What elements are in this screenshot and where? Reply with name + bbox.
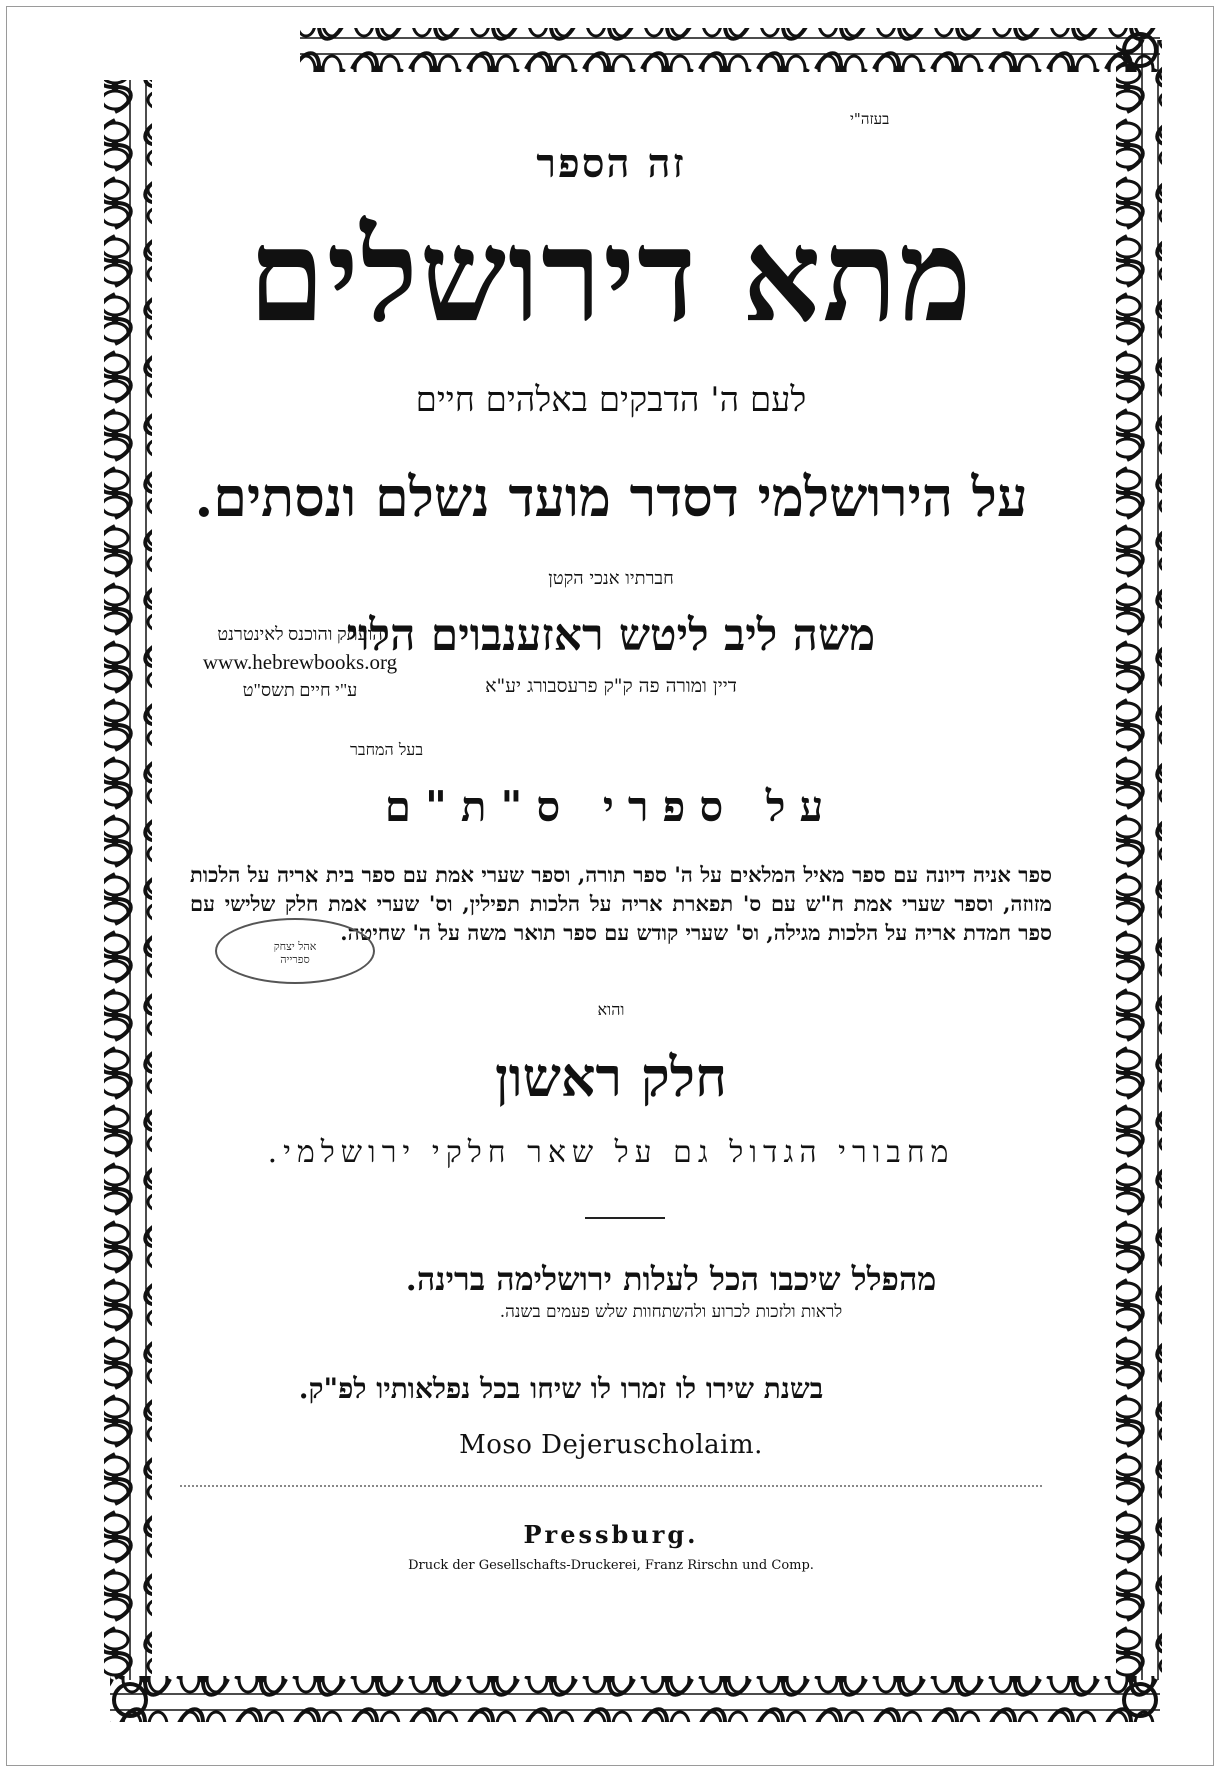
composed-by: חברתיו אנכי הקטן	[548, 568, 674, 589]
stamp-line-1: הועתק והוכנס לאינטרנט	[217, 624, 383, 644]
seferi-stam: על ספרי ס"ת"ם	[384, 782, 838, 831]
pre-title: זה הספר	[536, 140, 686, 187]
title-page	[150, 90, 1072, 1680]
books-description: ספר אניה דיונה עם ספר מאיל המלאים על ה' ספר תורה, וספר שערי אמת עם ספר בית אריה על הלכות מזוזה, וספר שערי אמת ח"ש עם ס' תפארת אריה על הלכות תפילין, וס' שערי אמת חלק שלישי עם ספר חמדת אריה על הלכות מגילה, וס' שערי קודש עם ספר תואר משה על ה' שחיטה.	[190, 862, 1052, 945]
hebrewbooks-stamp	[180, 620, 420, 704]
subtitle-2: על הירושלמי דסדר מועד נשלם ונסתים.	[194, 465, 1028, 529]
left-border	[104, 80, 152, 1680]
part-title: חלק ראשון	[495, 1045, 727, 1109]
bottom-border	[110, 1676, 1160, 1722]
printer-line: Druck der Gesellschafts-Druckerei, Franz Rirschn und Comp.	[408, 1558, 814, 1573]
stamp-line-3: ע"י חיים תשס"ט	[242, 680, 358, 700]
main-title: מתא דירושלים	[248, 199, 974, 351]
separator-line	[585, 1217, 665, 1219]
motto-line-1: מהפלל שיכבו הכל לעלות ירושלימה ברינה.	[405, 1260, 937, 1298]
right-border	[1116, 40, 1162, 1680]
also-line: מחבורי הגדול גם על שאר חלקי ירושלמי.	[267, 1135, 955, 1170]
ba-al-label: בעל המחבר	[350, 740, 424, 759]
latin-title: Moso Dejeruscholaim.	[459, 1430, 763, 1460]
dotted-divider	[180, 1485, 1042, 1487]
vehu-label: והוא	[597, 1000, 625, 1019]
subtitle-1: לעם ה' הדבקים באלהים חיים	[415, 380, 807, 420]
motto-line-2: לראות ולזכות לכרוע ולהשתחוות שלש פעמים בשנה.	[499, 1302, 843, 1322]
author-title: דיין ומורה פה ק"ק פרעסבורג יע"א	[485, 675, 737, 697]
place-of-print: Pressburg.	[523, 1520, 699, 1549]
library-stamp-line-2: ספרייה	[280, 953, 310, 966]
bsd-header: בעזה"י	[850, 110, 890, 128]
year-line: בשנת שירו לו זמרו לו שיחו בכל נפלאותיו לפ"ק.	[298, 1372, 824, 1405]
library-stamp-line-1: אהל יצחק	[273, 940, 317, 953]
author-name: משה ליב ליטש ראזענבוים הלוי	[346, 610, 876, 661]
library-stamp	[215, 918, 375, 984]
top-border	[300, 28, 1160, 72]
stamp-url: www.hebrewbooks.org	[202, 650, 398, 674]
